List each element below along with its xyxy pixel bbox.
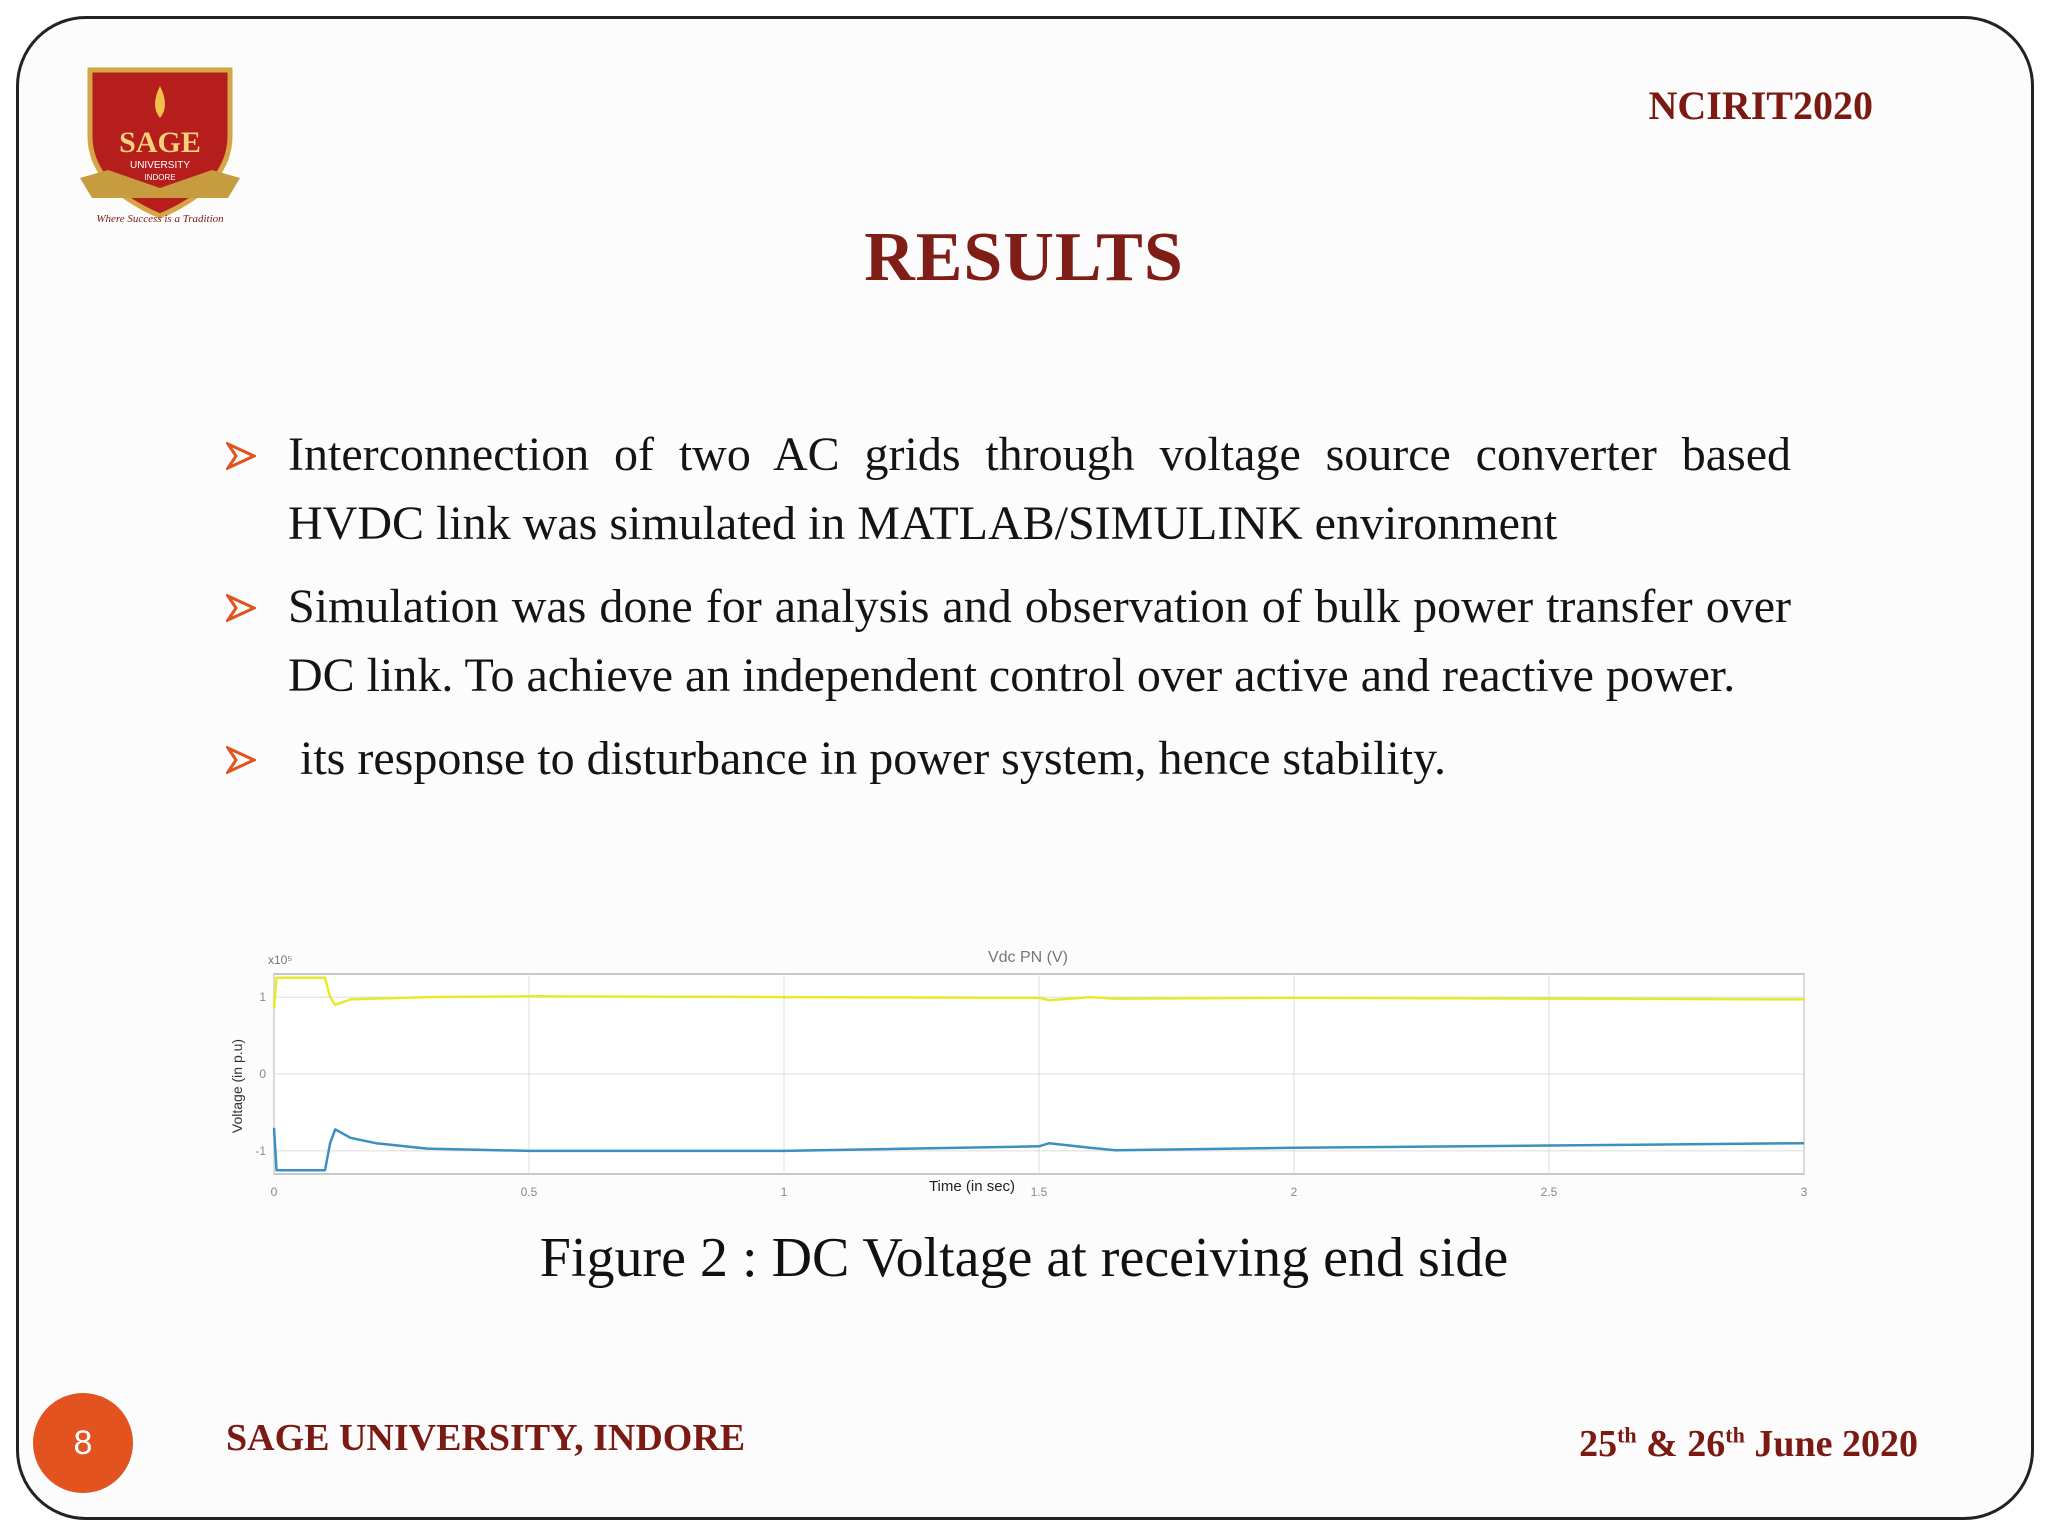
bullet-text: Simulation was done for analysis and observation of bulk power transfer over DC link. To achieve an independent control over active and reactive power. — [288, 580, 1791, 702]
x-axis-label: Time (in sec) — [928, 1178, 1016, 1195]
y-tick-label: -1 — [255, 1143, 266, 1158]
conference-label: NCIRIT2020 — [1648, 83, 1873, 128]
svg-text:Where Success is a Tradition: Where Success is a Tradition — [96, 213, 224, 225]
footer-date: 25th & 26th June 2020 — [1579, 1422, 1918, 1465]
chart-title: Vdc PN (V) — [987, 949, 1069, 966]
arrow-bullet-icon — [226, 442, 256, 470]
svg-text:UNIVERSITY: UNIVERSITY — [129, 160, 191, 171]
slide-title: RESULTS — [864, 219, 1184, 296]
bullet-list — [226, 420, 1791, 807]
x-tick-label: 1 — [780, 1185, 788, 1198]
x-tick-label: 0 — [270, 1185, 278, 1198]
y-tick-label: 1 — [259, 990, 266, 1005]
y-tick-label: 0 — [259, 1067, 266, 1081]
svg-text:SAGE: SAGE — [119, 126, 201, 159]
y-multiplier: x10⁵ — [268, 953, 293, 967]
svg-text:INDORE: INDORE — [144, 173, 176, 182]
x-tick-label: 0.5 — [520, 1185, 538, 1198]
arrow-bullet-icon — [226, 746, 256, 774]
x-tick-label: 1.5 — [1030, 1185, 1048, 1198]
bullet-text: its response to disturbance in power system, hence stability. — [288, 732, 1446, 785]
footer-organization: SAGE UNIVERSITY, INDORE — [226, 1417, 746, 1459]
dc-voltage-chart — [228, 938, 1828, 1198]
x-tick-label: 3 — [1800, 1185, 1808, 1198]
page-number-badge: 8 — [33, 1393, 133, 1493]
bullet-text: Interconnection of two AC grids through voltage source converter based HVDC link was simulated in MATLAB/SIMULINK environment — [288, 428, 1791, 550]
x-tick-label: 2.5 — [1540, 1185, 1558, 1198]
arrow-bullet-icon — [226, 594, 256, 622]
university-logo — [80, 66, 240, 226]
bullet-item — [226, 572, 1791, 710]
figure-caption: Figure 2 : DC Voltage at receiving end side — [539, 1227, 1509, 1289]
y-axis-label: Voltage (in p.u) — [229, 1038, 245, 1134]
bullet-item — [226, 724, 1791, 793]
bullet-item — [226, 420, 1791, 558]
x-tick-label: 2 — [1290, 1185, 1298, 1198]
